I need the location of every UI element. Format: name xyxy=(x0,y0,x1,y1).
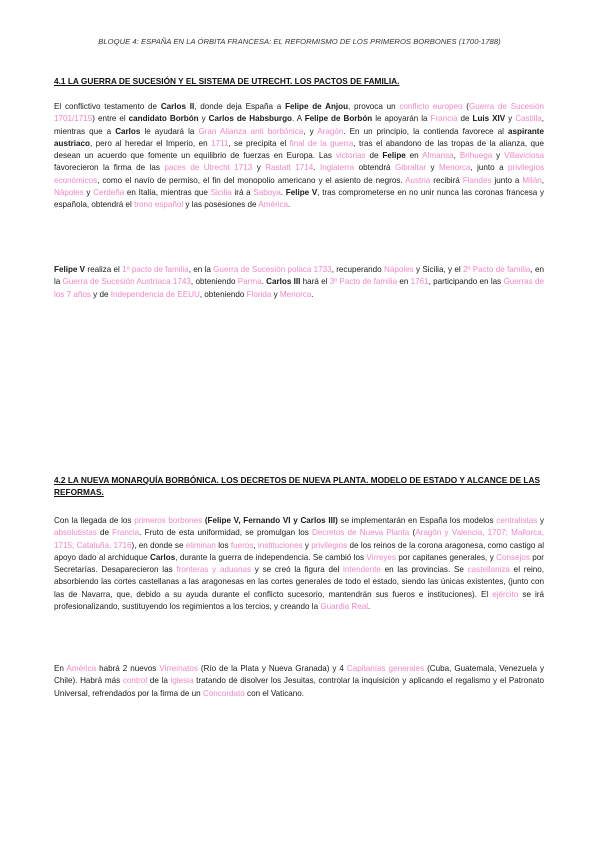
text-run: . xyxy=(280,188,286,198)
text-run: de la xyxy=(147,676,171,686)
text-run: , xyxy=(541,175,544,185)
text-run: En xyxy=(54,664,67,673)
highlighted-term: Capitanías generales xyxy=(346,664,425,673)
text-run: tratando de disolver los Jesuitas, controlar la inquisición y aplicando el regalismo y el Patronato Universal, refrendados por la firma de un xyxy=(54,676,544,698)
bold-term: Carlos de Habsburgo xyxy=(208,114,292,124)
text-run: los xyxy=(215,540,231,550)
highlighted-term: final de la guerra xyxy=(289,138,354,148)
text-run: , recuperando xyxy=(331,265,384,274)
text-run: , tras el abandono de las tropas de la alianza, que desean un acuerdo que fomente un equilibrio de fuerzas en Europa. Las xyxy=(54,138,544,161)
text-run: y xyxy=(537,516,545,525)
highlighted-term: Cerdeña xyxy=(93,188,125,198)
text-run: , en la xyxy=(54,265,544,287)
highlighted-term: absolutistas xyxy=(54,528,97,538)
highlighted-term: 1761 xyxy=(410,277,429,287)
highlighted-term: América xyxy=(258,200,288,210)
text-run: hará el xyxy=(300,277,330,287)
text-run: y las posesiones de xyxy=(183,200,259,210)
highlighted-term: eliminan xyxy=(185,540,216,550)
text-run: se implementarán en España los modelos xyxy=(337,516,497,525)
highlighted-term: Nápoles xyxy=(54,188,84,198)
highlighted-term: intendente xyxy=(343,565,381,575)
highlighted-term: Guerra de Sucesión Austríaca 1743 xyxy=(62,277,191,287)
highlighted-term: Gran Alianza anti borbónica xyxy=(198,126,304,136)
text-run: . xyxy=(368,602,371,612)
text-run: habrá 2 nuevos xyxy=(96,664,160,673)
highlighted-term: Guerra de Sucesión 1701/1715 xyxy=(54,102,544,124)
bold-term: (Felipe V, Fernando VI y Carlos III) xyxy=(204,516,338,525)
highlighted-term: 1º pacto de familia xyxy=(122,265,189,274)
text-run: El conflictivo testamento de xyxy=(54,102,161,111)
text-run: , durante la guerra de independencia. Se cambió los xyxy=(175,552,367,562)
paragraph-pactos-familia xyxy=(54,264,544,301)
text-run: y xyxy=(252,163,266,173)
text-run: , xyxy=(453,151,460,161)
text-run: , xyxy=(253,540,258,550)
text-run: ) entre el xyxy=(92,114,129,124)
text-run: junto a xyxy=(491,175,523,185)
highlighted-term: Menorca xyxy=(279,289,312,299)
text-run: obtendrá xyxy=(354,163,395,173)
text-run: ), en donde se xyxy=(131,540,186,550)
text-run: , tras comprometerse en no unir nunca las coronas francesa y española, obtendrá el xyxy=(54,188,544,210)
highlighted-term: Decretos de Nueva Planta xyxy=(311,528,410,538)
highlighted-term: iglesia xyxy=(170,676,194,686)
text-run: (Río de la Plata y Nueva Granada) y 4 xyxy=(197,664,347,673)
text-run: y xyxy=(426,163,439,173)
text-run: el reino, absorbiendo las cortes castellanas a las aragonesas en las cortes generales de todo el estado, siendo las únicas existentes, (junto con las de Navarra, que, debido a su ayuda durante el conflicto sucesorio, mantendrán sus fueros e instituciones). El xyxy=(54,565,544,599)
text-run: en las provincias. Se xyxy=(380,565,468,575)
text-run: . A xyxy=(291,114,305,124)
text-run: , obteniendo xyxy=(199,289,247,299)
text-run: con el Vaticano. xyxy=(244,688,305,698)
highlighted-term: Guerras de los 7 años xyxy=(54,277,544,299)
highlighted-term: primeros borbones xyxy=(134,516,203,525)
bold-term: Felipe de Borbón xyxy=(304,114,373,124)
highlighted-term: Menorca xyxy=(438,163,471,173)
text-run: , mientras que a xyxy=(54,114,544,136)
highlighted-term: ejército xyxy=(492,589,519,599)
text-run: ( xyxy=(409,528,416,538)
highlighted-term: fronteras y aduanas xyxy=(176,565,251,575)
highlighted-term: Francia xyxy=(430,114,458,124)
highlighted-term: Consejos xyxy=(496,552,530,562)
text-run: se irá profesionalizando, sustituyendo los regimientos a los tercios, y creando la xyxy=(54,589,544,612)
bold-term: aspirante austriaco xyxy=(54,126,545,148)
highlighted-term: castellaniza xyxy=(467,565,510,575)
highlighted-term: Austria xyxy=(405,175,431,185)
highlighted-term: Castilla xyxy=(515,114,542,124)
bold-term: Felipe de Anjou xyxy=(285,102,349,111)
highlighted-term: 3º Pacto de familia xyxy=(329,277,398,287)
text-run: . xyxy=(313,163,320,173)
bold-term: Carlos xyxy=(115,126,141,136)
text-run: y xyxy=(505,114,516,124)
text-run: y xyxy=(271,289,280,299)
bold-term: Luis XIV xyxy=(472,114,506,124)
text-run: por capitanes generales, y xyxy=(395,552,497,562)
bold-term: Carlos II xyxy=(160,102,195,111)
text-run: y se creó la figura del xyxy=(251,565,344,575)
text-run: por Secretarías. Desaparecieron las xyxy=(54,552,545,575)
highlighted-term: Almansa xyxy=(422,151,454,161)
highlighted-term: privilegios xyxy=(311,540,348,550)
text-run: en xyxy=(405,151,423,161)
text-run: y xyxy=(492,151,505,161)
text-run: , participando en las xyxy=(428,277,504,287)
text-run: de xyxy=(457,114,473,124)
text-run: en xyxy=(397,277,411,287)
highlighted-term: Nápoles xyxy=(383,265,414,274)
highlighted-term: paces de Utrecht 1713 xyxy=(164,163,253,173)
text-run: le apoyarán la xyxy=(372,114,431,124)
highlighted-term: Saboya xyxy=(253,188,281,198)
bold-term: Carlos xyxy=(150,552,176,562)
highlighted-term: Aragón xyxy=(317,126,344,136)
highlighted-term: Florida xyxy=(246,289,272,299)
highlighted-term: privilegios económicos xyxy=(54,163,545,185)
highlighted-term: 2º Pacto de familia xyxy=(462,265,531,274)
highlighted-term: Inglaterra xyxy=(319,163,355,173)
paragraph-america-iglesia xyxy=(54,663,544,700)
text-run: ( xyxy=(462,102,469,111)
highlighted-term: América xyxy=(66,664,97,673)
highlighted-term: Francia xyxy=(112,528,140,538)
highlighted-term: Concordato xyxy=(202,688,245,698)
text-run: . xyxy=(288,200,291,210)
highlighted-term: Independencia de EEUU xyxy=(110,289,200,299)
text-run: . xyxy=(311,289,314,299)
highlighted-term: Virreinatos xyxy=(159,664,198,673)
text-run: de xyxy=(365,151,383,161)
highlighted-term: Rastatt 1714 xyxy=(265,163,314,173)
text-run: , provoca un xyxy=(348,102,400,111)
bold-term: Felipe V xyxy=(54,265,86,274)
bold-term: Carlos III xyxy=(266,277,301,287)
text-run: y de xyxy=(90,289,111,299)
text-run: favorecieron la firma de las xyxy=(54,163,165,173)
highlighted-term: Virreyes xyxy=(366,552,396,562)
bold-term: candidato Borbón xyxy=(128,114,199,124)
text-run: . xyxy=(261,277,267,287)
text-run: en Italia, mientras que xyxy=(124,188,211,198)
section-heading-4-1: 4.1 LA GUERRA DE SUCESIÓN Y EL SISTEMA DE UTRECHT. LOS PACTOS DE FAMILIA. xyxy=(54,76,400,86)
highlighted-term: Guardia Real xyxy=(320,602,369,612)
highlighted-term: fueros xyxy=(230,540,254,550)
text-run: . Fruto de esta uniformidad, se promulgan los xyxy=(139,528,312,538)
highlighted-term: Guerra de Sucesión polaca 1733 xyxy=(213,265,332,274)
text-run: , como el navío de permiso, el fin del monopolio americano y el asiento de negros. xyxy=(97,175,406,185)
page-header: BLOQUE 4: ESPAÑA EN LA ÓRBITA FRANCESA: EL REFORMISMO DE LOS PRIMEROS BORBONES (1700-1788) xyxy=(98,37,501,46)
text-run: , pero al heredar el Imperio, en xyxy=(90,138,211,148)
highlighted-term: instituciones xyxy=(257,540,303,550)
highlighted-term: centralistas xyxy=(496,516,538,525)
highlighted-term: Aragón y Valencia, 1707; Mallorca, 1715; Cataluña, 1716 xyxy=(54,528,544,550)
text-run: . En un principio, la contienda favorece al xyxy=(343,126,509,136)
text-run: , se precipita el xyxy=(228,138,290,148)
text-run: de los reinos de la corona aragonesa, como castigo al apoyo dado al archiduque xyxy=(54,540,544,562)
highlighted-term: Parma xyxy=(237,277,262,287)
highlighted-term: Milán xyxy=(522,175,542,185)
text-run: , y xyxy=(303,126,318,136)
text-run: le ayudará la xyxy=(140,126,199,136)
bold-term: Felipe xyxy=(382,151,406,161)
text-run: (Cuba, Guatemala, Venezuela y Chile). Habrá más xyxy=(54,664,545,686)
text-run: , donde deja España a xyxy=(194,102,286,111)
text-run: y xyxy=(302,540,312,550)
highlighted-term: trono español xyxy=(134,200,184,210)
text-run: , en la xyxy=(188,265,214,274)
highlighted-term: victorias xyxy=(335,151,366,161)
text-run: irá a xyxy=(231,188,254,198)
paragraph-nueva-planta xyxy=(54,515,544,613)
highlighted-term: Gibraltar xyxy=(394,163,427,173)
highlighted-term: Flandes xyxy=(462,175,492,185)
highlighted-term: control xyxy=(122,676,148,686)
text-run: y Sicilia, y el xyxy=(413,265,463,274)
paragraph-guerra-sucesion xyxy=(54,101,544,212)
highlighted-term: Brihuega xyxy=(459,151,493,161)
highlighted-term: 1711 xyxy=(210,138,229,148)
text-run: , junto a xyxy=(470,163,509,173)
highlighted-term: conflicto europeo xyxy=(399,102,463,111)
text-run: , obteniendo xyxy=(190,277,238,287)
highlighted-term: Villaviciosa xyxy=(504,151,544,161)
text-run: recibirá xyxy=(430,175,463,185)
text-run: realiza el xyxy=(85,265,123,274)
text-run: y xyxy=(198,114,209,124)
text-run: y xyxy=(83,188,94,198)
text-run: Con la llegada de los xyxy=(54,516,135,525)
highlighted-term: Sicilia xyxy=(210,188,232,198)
bold-term: Felipe V xyxy=(285,188,318,198)
text-run: de xyxy=(96,528,113,538)
section-heading-4-2: 4.2 LA NUEVA MONARQUÍA BORBÓNICA. LOS DECRETOS DE NUEVA PLANTA. MODELO DE ESTADO Y ALCANCE DE LAS REFORMAS. xyxy=(54,475,541,497)
